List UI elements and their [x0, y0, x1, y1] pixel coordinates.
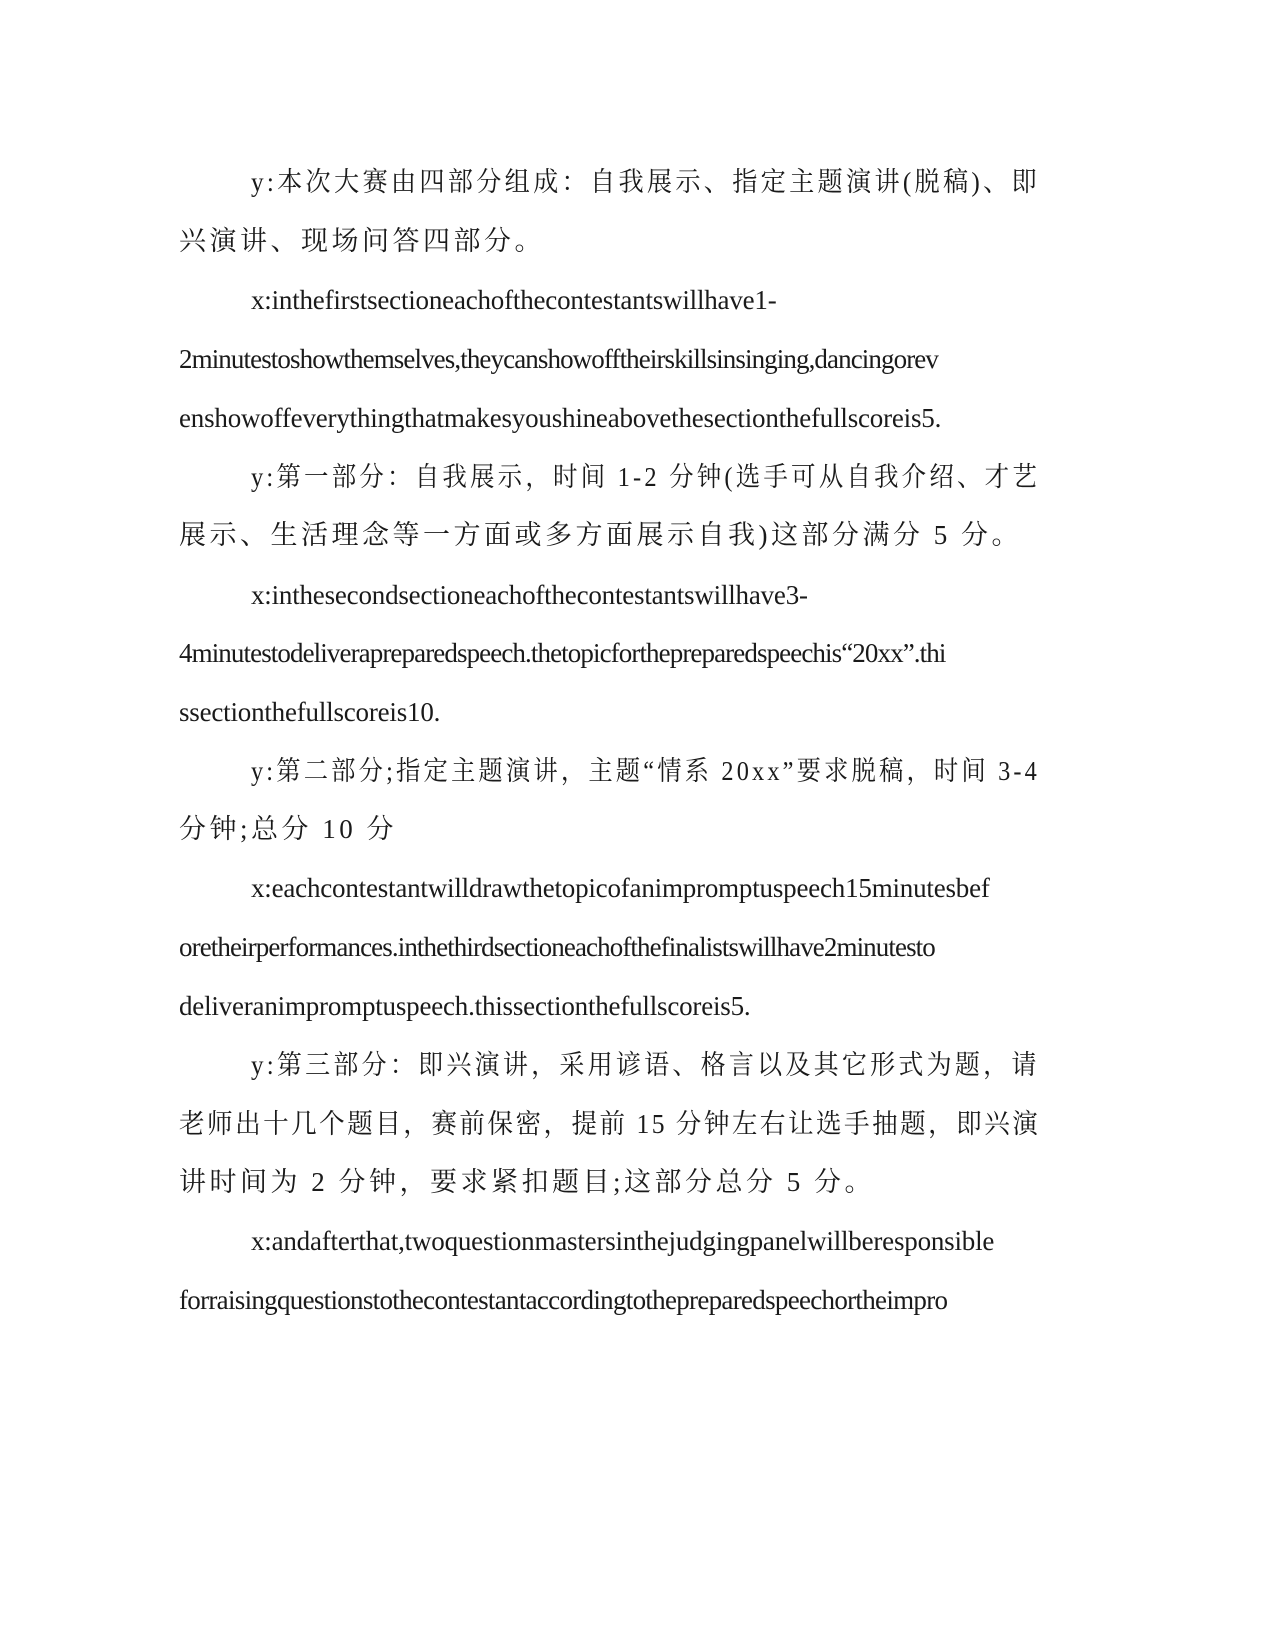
- text-line: [0, 339, 1275, 379]
- text-line: [0, 809, 1275, 849]
- text-line: [0, 868, 1275, 908]
- line-text: 老师出十几个题目，赛前保密，提前 15 分钟左右让选手抽题，即兴演: [179, 1109, 1041, 1139]
- line-text: 兴演讲、现场问答四部分。: [179, 226, 545, 256]
- text-line: [0, 986, 1275, 1026]
- line-text: deliveranimpromptuspeech.thissectionthefullscoreis5.: [179, 991, 751, 1021]
- text-line: [0, 457, 1275, 497]
- text-line: [0, 280, 1275, 320]
- text-line: [0, 221, 1275, 261]
- line-text: y:第二部分;指定主题演讲，主题“情系 20xx”要求脱稿，时间 3-4: [251, 756, 1040, 786]
- line-text: x:eachcontestantwilldrawthetopicofanimpromptuspeech15minutesbef: [251, 873, 990, 903]
- text-line: [0, 162, 1275, 202]
- line-text: 讲时间为 2 分钟，要求紧扣题目;这部分总分 5 分。: [179, 1167, 876, 1197]
- line-text: y:第一部分：自我展示，时间 1-2 分钟(选手可从自我介绍、才艺: [251, 462, 1040, 492]
- text-line: [0, 575, 1275, 615]
- text-line: [0, 1280, 1275, 1320]
- line-text: 4minutestodeliverapreparedspeech.thetopicforthepreparedspeechis“20xx”.thi: [179, 638, 946, 668]
- line-text: 分钟;总分 10 分: [179, 814, 398, 844]
- text-line: [0, 692, 1275, 732]
- line-text: ssectionthefullscoreis10.: [179, 697, 441, 727]
- text-line: [0, 398, 1275, 438]
- text-line: [0, 1104, 1275, 1144]
- text-line: [0, 1162, 1275, 1202]
- line-text: y:第三部分：即兴演讲，采用谚语、格言以及其它形式为题，请: [251, 1050, 1040, 1080]
- line-text: forraisingquestionstothecontestantaccordingtothepreparedspeechortheimpro: [179, 1285, 948, 1315]
- text-line: [0, 633, 1275, 673]
- line-text: enshowoffeverythingthatmakesyoushineabovethesectionthefullscoreis5.: [179, 403, 942, 433]
- text-line: [0, 751, 1275, 791]
- line-text: oretheirperformances.inthethirdsectioneachofthefinalistswillhave2minutesto: [179, 932, 935, 962]
- text-line: [0, 1045, 1275, 1085]
- line-text: y:本次大赛由四部分组成：自我展示、指定主题演讲(脱稿)、即: [251, 167, 1040, 197]
- line-text: 展示、生活理念等一方面或多方面展示自我)这部分满分 5 分。: [179, 520, 1022, 550]
- line-text: x:inthefirstsectioneachofthecontestantswillhave1-: [251, 285, 777, 315]
- text-line: [0, 927, 1275, 967]
- line-text: x:andafterthat,twoquestionmastersinthejudgingpanelwillberesponsible: [251, 1226, 995, 1256]
- text-line: [0, 1221, 1275, 1261]
- line-text: 2minutestoshowthemselves,theycanshowofftheirskillsinsinging,dancingorev: [179, 344, 938, 374]
- line-text: x:inthesecondsectioneachofthecontestantswillhave3-: [251, 580, 808, 610]
- text-line: [0, 515, 1275, 555]
